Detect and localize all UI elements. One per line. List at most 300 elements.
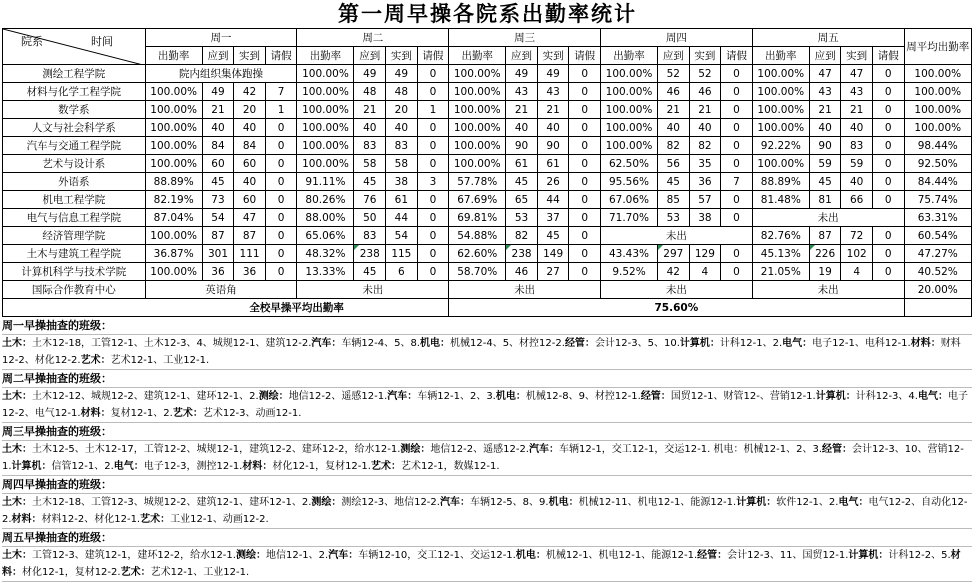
count-cell: 45 <box>658 173 690 191</box>
count-cell: 0 <box>265 137 297 155</box>
count-cell: 0 <box>721 155 753 173</box>
rate-cell: 100.00% <box>600 65 657 83</box>
count-cell: 84 <box>234 137 266 155</box>
header-row-days <box>3 29 972 47</box>
count-cell: 0 <box>569 227 601 245</box>
note-dept-key: 艺术： <box>80 355 111 366</box>
count-cell: 4 <box>689 263 721 281</box>
count-cell: 7 <box>721 173 753 191</box>
note-dept-key: 机电： <box>515 550 546 561</box>
count-cell: 58 <box>354 155 386 173</box>
note-dept-key: 经管： <box>697 550 728 561</box>
count-cell: 57 <box>689 191 721 209</box>
count-cell: 0 <box>721 119 753 137</box>
count-cell: 54 <box>202 209 234 227</box>
count-cell: 19 <box>809 263 841 281</box>
note-class-list: 会计12-3、11、国贸12-1. <box>727 550 849 561</box>
count-cell: 40 <box>202 119 234 137</box>
rate-cell: 92.22% <box>752 137 809 155</box>
rate-cell: 54.88% <box>449 227 506 245</box>
note-dept-key: 汽车： <box>439 497 470 508</box>
rate-cell: 100.00% <box>145 83 202 101</box>
count-cell: 20 <box>234 101 266 119</box>
note-dept-key: 计算机： <box>679 338 720 349</box>
count-cell: 0 <box>265 119 297 137</box>
merged-cell: 未出 <box>600 281 752 299</box>
count-cell: 40 <box>354 119 386 137</box>
count-cell: 21 <box>689 101 721 119</box>
count-cell: 0 <box>872 119 904 137</box>
count-cell: 0 <box>417 191 449 209</box>
note-class-list: 机械12-11、机电12-1、能源12-1. <box>578 497 737 508</box>
note-dept-key: 汽车： <box>311 338 342 349</box>
count-cell: 0 <box>569 101 601 119</box>
note-dept-key: 计算机： <box>736 497 777 508</box>
dept-name: 电气与信息工程学院 <box>3 209 146 227</box>
count-cell: 0 <box>569 173 601 191</box>
count-cell: 0 <box>872 263 904 281</box>
sub-header: 实到 <box>841 47 873 65</box>
rate-cell: 100.00% <box>449 65 506 83</box>
count-cell: 50 <box>354 209 386 227</box>
count-cell: 37 <box>537 209 569 227</box>
count-cell: 87 <box>809 227 841 245</box>
note-dept-key: 测绘： <box>258 391 289 402</box>
note-dept-key: 材料： <box>910 338 941 349</box>
sub-header: 出勤率 <box>297 47 354 65</box>
count-cell: 76 <box>354 191 386 209</box>
rate-cell: 100.00% <box>297 65 354 83</box>
sub-header: 应到 <box>809 47 841 65</box>
count-cell: 47 <box>809 65 841 83</box>
count-cell: 0 <box>265 245 297 263</box>
count-cell: 61 <box>506 155 538 173</box>
note-class-list: 艺术12-1、工业12-1. <box>150 567 250 578</box>
count-cell: 73 <box>202 191 234 209</box>
sub-header: 出勤率 <box>449 47 506 65</box>
rate-cell: 81.48% <box>752 191 809 209</box>
count-cell: 36 <box>202 263 234 281</box>
count-cell: 40 <box>809 119 841 137</box>
note-body <box>2 441 972 475</box>
sub-header: 请假 <box>872 47 904 65</box>
note-class-list: 工业12-1、动画12-2. <box>170 514 269 525</box>
rate-cell: 100.00% <box>145 101 202 119</box>
sub-header: 出勤率 <box>145 47 202 65</box>
count-cell: 21 <box>354 101 386 119</box>
count-cell: 38 <box>386 173 418 191</box>
count-cell: 83 <box>841 137 873 155</box>
note-dept-key: 电气： <box>782 338 813 349</box>
count-cell: 0 <box>569 65 601 83</box>
count-cell: 49 <box>202 83 234 101</box>
count-cell: 0 <box>569 263 601 281</box>
rate-cell: 100.00% <box>600 83 657 101</box>
count-cell: 82 <box>506 227 538 245</box>
note-dept-key: 经管： <box>564 338 595 349</box>
merged-cell: 未出 <box>600 227 752 245</box>
note-class-list: 土木12-12、城规12-2、建筑12-1、建环12-1、2. <box>32 391 259 402</box>
note-class-list: 电气12-2、自动化12-2. <box>2 497 968 525</box>
count-cell: 49 <box>506 65 538 83</box>
note-dept-key: 测绘： <box>311 497 342 508</box>
weekly-avg-cell: 98.44% <box>904 137 971 155</box>
note-block <box>2 529 972 582</box>
note-block <box>2 370 972 423</box>
count-cell: 49 <box>354 65 386 83</box>
count-cell: 0 <box>721 101 753 119</box>
note-dept-key: 土木： <box>2 550 32 561</box>
blank-cell <box>3 299 146 317</box>
note-dept-key: 艺术： <box>172 408 203 419</box>
rate-cell: 100.00% <box>752 119 809 137</box>
rate-cell: 67.69% <box>449 191 506 209</box>
dept-name: 经济管理学院 <box>3 227 146 245</box>
note-dept-key: 电气： <box>917 391 948 402</box>
count-cell: 46 <box>658 83 690 101</box>
note-dept-key: 电气： <box>838 497 869 508</box>
count-cell: 40 <box>234 173 266 191</box>
note-dept-key: 经管： <box>822 444 853 455</box>
rate-cell: 87.04% <box>145 209 202 227</box>
note-class-list: 国贸12-1、财管12-、营销12-1. <box>670 391 816 402</box>
note-dept-key: 计算机： <box>815 391 856 402</box>
weekly-avg-cell: 40.52% <box>904 263 971 281</box>
count-cell: 48 <box>386 83 418 101</box>
count-cell: 115 <box>386 245 418 263</box>
weekly-avg-cell: 84.44% <box>904 173 971 191</box>
count-cell: 26 <box>537 173 569 191</box>
note-dept-key: 材料： <box>80 408 111 419</box>
count-cell: 46 <box>506 263 538 281</box>
count-cell: 38 <box>689 209 721 227</box>
count-cell: 42 <box>658 263 690 281</box>
note-heading: 周二早操抽查的班级： <box>2 370 972 388</box>
count-cell: 44 <box>537 191 569 209</box>
count-cell: 85 <box>658 191 690 209</box>
sub-header: 实到 <box>386 47 418 65</box>
note-class-list: 车辆12-1，交工12-1，交运12-1. 机电：机械12-1、2、3. <box>559 444 823 455</box>
note-body <box>2 335 972 369</box>
count-cell: 59 <box>841 155 873 173</box>
count-cell: 84 <box>202 137 234 155</box>
dept-name: 艺术与设计系 <box>3 155 146 173</box>
count-cell: 20 <box>386 101 418 119</box>
note-class-list: 车辆12-10，交工12-1、交运12-1. <box>358 550 516 561</box>
count-cell: 54 <box>386 227 418 245</box>
rate-cell: 80.26% <box>297 191 354 209</box>
sub-header: 应到 <box>506 47 538 65</box>
count-cell: 48 <box>354 83 386 101</box>
count-cell: 0 <box>417 119 449 137</box>
note-class-list: 工管12-3、建筑12-1，建环12-2，给水12-1. <box>32 550 236 561</box>
count-cell: 21 <box>841 101 873 119</box>
count-cell: 0 <box>417 209 449 227</box>
rate-cell: 71.70% <box>600 209 657 227</box>
day-header: 周一 <box>145 29 297 47</box>
count-cell: 83 <box>354 227 386 245</box>
count-cell: 40 <box>506 119 538 137</box>
count-cell: 0 <box>569 209 601 227</box>
rate-cell: 21.05% <box>752 263 809 281</box>
sub-header: 请假 <box>265 47 297 65</box>
rate-cell: 67.06% <box>600 191 657 209</box>
count-cell: 46 <box>689 83 721 101</box>
count-cell: 47 <box>841 65 873 83</box>
weekly-avg-cell: 63.31% <box>904 209 971 227</box>
note-class-list: 机械12-1、机电12-1、能源12-1. <box>545 550 698 561</box>
table-row <box>3 65 972 83</box>
rate-cell: 100.00% <box>600 119 657 137</box>
count-cell: 0 <box>417 155 449 173</box>
count-cell: 0 <box>872 173 904 191</box>
note-dept-key: 电气： <box>113 461 144 472</box>
count-cell: 21 <box>658 101 690 119</box>
note-dept-key: 测绘： <box>235 550 266 561</box>
day-header: 周五 <box>752 29 904 47</box>
count-cell: 90 <box>506 137 538 155</box>
sub-header: 出勤率 <box>752 47 809 65</box>
rate-cell: 91.11% <box>297 173 354 191</box>
table-row <box>3 245 972 263</box>
rate-cell: 9.52% <box>600 263 657 281</box>
note-dept-key: 土木： <box>2 497 32 508</box>
rate-cell: 82.76% <box>752 227 809 245</box>
count-cell: 0 <box>417 65 449 83</box>
count-cell: 238 <box>506 245 538 263</box>
note-class-list: 计科12-1、2. <box>719 338 783 349</box>
day-header: 周二 <box>297 29 449 47</box>
count-cell: 0 <box>721 65 753 83</box>
count-cell: 0 <box>721 245 753 263</box>
count-cell: 111 <box>234 245 266 263</box>
rate-cell: 36.87% <box>145 245 202 263</box>
count-cell: 66 <box>841 191 873 209</box>
count-cell: 36 <box>234 263 266 281</box>
count-cell: 53 <box>658 209 690 227</box>
note-dept-key: 土木： <box>2 444 32 455</box>
weekly-avg-cell: 75.74% <box>904 191 971 209</box>
count-cell: 59 <box>809 155 841 173</box>
count-cell: 21 <box>809 101 841 119</box>
count-cell: 301 <box>202 245 234 263</box>
rate-cell: 100.00% <box>600 101 657 119</box>
note-heading: 周三早操抽查的班级： <box>2 423 972 441</box>
count-cell: 0 <box>417 263 449 281</box>
count-cell: 0 <box>872 137 904 155</box>
merged-cell: 未出 <box>752 281 904 299</box>
table-row <box>3 101 972 119</box>
count-cell: 0 <box>872 245 904 263</box>
count-cell: 58 <box>386 155 418 173</box>
table-row <box>3 137 972 155</box>
note-dept-key: 土木： <box>2 391 32 402</box>
merged-cell: 未出 <box>297 281 449 299</box>
count-cell: 52 <box>689 65 721 83</box>
weekly-avg-cell: 100.00% <box>904 83 971 101</box>
count-cell: 21 <box>537 101 569 119</box>
sub-header: 请假 <box>721 47 753 65</box>
school-avg-value: 75.60% <box>449 299 904 317</box>
note-dept-key: 机电： <box>548 497 579 508</box>
rate-cell: 65.06% <box>297 227 354 245</box>
note-heading: 周四早操抽查的班级： <box>2 476 972 494</box>
count-cell: 0 <box>569 137 601 155</box>
note-class-list: 复材12-1、2. <box>110 408 173 419</box>
count-cell: 60 <box>234 155 266 173</box>
rate-cell: 45.13% <box>752 245 809 263</box>
count-cell: 4 <box>841 263 873 281</box>
rate-cell: 100.00% <box>145 119 202 137</box>
count-cell: 21 <box>202 101 234 119</box>
dept-name: 机电工程学院 <box>3 191 146 209</box>
rate-cell: 57.78% <box>449 173 506 191</box>
count-cell: 40 <box>841 119 873 137</box>
dept-name: 人文与社会科学系 <box>3 119 146 137</box>
count-cell: 47 <box>234 209 266 227</box>
count-cell: 1 <box>417 101 449 119</box>
rate-cell: 48.32% <box>297 245 354 263</box>
weekly-avg-cell: 20.00% <box>904 281 971 299</box>
count-cell: 0 <box>872 83 904 101</box>
count-cell: 36 <box>689 173 721 191</box>
rate-cell: 100.00% <box>752 101 809 119</box>
note-class-list: 电子12-3，测控12-1. <box>143 461 243 472</box>
count-cell: 1 <box>265 101 297 119</box>
rate-cell: 95.56% <box>600 173 657 191</box>
count-cell: 0 <box>721 83 753 101</box>
rate-cell: 58.70% <box>449 263 506 281</box>
note-class-list: 土木12-18，工管12-1、土木12-3、4、城规12-1、建筑12-2. <box>32 338 312 349</box>
count-cell: 49 <box>537 65 569 83</box>
rate-cell: 100.00% <box>297 137 354 155</box>
note-dept-key: 材料： <box>242 461 273 472</box>
page-title: 第一周早操各院系出勤率统计 <box>338 1 637 26</box>
count-cell: 45 <box>202 173 234 191</box>
rate-cell: 62.60% <box>449 245 506 263</box>
count-cell: 42 <box>234 83 266 101</box>
note-class-list: 地信12-2、遥感12-1. <box>288 391 388 402</box>
note-dept-key: 经管： <box>640 391 671 402</box>
note-dept-key: 材料： <box>11 514 42 525</box>
count-cell: 35 <box>689 155 721 173</box>
note-dept-key: 土木： <box>2 338 32 349</box>
note-dept-key: 机电： <box>420 338 450 349</box>
note-dept-key: 汽车： <box>387 391 418 402</box>
merged-cell: 英语角 <box>145 281 297 299</box>
count-cell: 0 <box>872 227 904 245</box>
count-cell: 72 <box>841 227 873 245</box>
rate-cell: 100.00% <box>752 83 809 101</box>
school-avg-label: 全校早操平均出勤率 <box>145 299 449 317</box>
dept-name: 材料与化学工程学院 <box>3 83 146 101</box>
rate-cell: 100.00% <box>145 137 202 155</box>
count-cell: 44 <box>386 209 418 227</box>
rate-cell: 69.81% <box>449 209 506 227</box>
count-cell: 52 <box>658 65 690 83</box>
count-cell: 0 <box>265 263 297 281</box>
note-class-list: 会计12-3、10、营销12-1. <box>2 444 964 472</box>
note-class-list: 车辆12-4、5、8. <box>341 338 420 349</box>
count-cell: 61 <box>537 155 569 173</box>
sub-header: 实到 <box>234 47 266 65</box>
rate-cell: 100.00% <box>449 119 506 137</box>
count-cell: 0 <box>569 191 601 209</box>
note-dept-key: 艺术： <box>120 567 151 578</box>
sub-header: 出勤率 <box>600 47 657 65</box>
rate-cell: 13.33% <box>297 263 354 281</box>
count-cell: 102 <box>841 245 873 263</box>
day-header: 周四 <box>600 29 752 47</box>
count-cell: 40 <box>234 119 266 137</box>
note-class-list: 软件12-1、2. <box>776 497 839 508</box>
sub-header: 应到 <box>202 47 234 65</box>
sub-header: 实到 <box>689 47 721 65</box>
rate-cell: 82.19% <box>145 191 202 209</box>
count-cell: 0 <box>721 137 753 155</box>
merged-cell: 未出 <box>752 209 904 227</box>
count-cell: 40 <box>658 119 690 137</box>
sub-header: 请假 <box>417 47 449 65</box>
corner-dept-label: 院系 <box>21 35 43 48</box>
weekly-avg-cell: 100.00% <box>904 101 971 119</box>
count-cell: 90 <box>537 137 569 155</box>
note-dept-key: 艺术： <box>370 461 401 472</box>
note-class-list: 艺术12-3、动画12-1. <box>202 408 302 419</box>
rate-cell: 88.00% <box>297 209 354 227</box>
rate-cell: 100.00% <box>752 65 809 83</box>
note-class-list: 车辆12-1、2、3. <box>417 391 496 402</box>
note-body <box>2 547 972 581</box>
note-dept-key: 计算机： <box>11 461 52 472</box>
table-row <box>3 155 972 173</box>
note-dept-key: 计算机： <box>848 550 889 561</box>
note-body <box>2 494 972 528</box>
count-cell: 149 <box>537 245 569 263</box>
count-cell: 27 <box>537 263 569 281</box>
merged-cell: 院内组织集体跑操 <box>145 65 297 83</box>
note-block <box>2 423 972 476</box>
weekly-avg-cell: 92.50% <box>904 155 971 173</box>
count-cell: 0 <box>721 263 753 281</box>
spot-check-notes <box>2 317 972 582</box>
note-heading: 周五早操抽查的班级： <box>2 529 972 547</box>
count-cell: 0 <box>721 209 753 227</box>
rate-cell: 100.00% <box>297 155 354 173</box>
count-cell: 90 <box>809 137 841 155</box>
note-class-list: 财料12-2、材化12-2. <box>2 338 961 366</box>
school-avg-row <box>3 299 972 317</box>
count-cell: 82 <box>689 137 721 155</box>
rate-cell: 100.00% <box>145 227 202 245</box>
dept-name: 国际合作教育中心 <box>3 281 146 299</box>
note-dept-key: 测绘： <box>400 444 431 455</box>
table-row <box>3 227 972 245</box>
count-cell: 40 <box>537 119 569 137</box>
count-cell: 43 <box>841 83 873 101</box>
count-cell: 83 <box>386 137 418 155</box>
count-cell: 0 <box>569 155 601 173</box>
rate-cell: 100.00% <box>449 101 506 119</box>
weekly-avg-cell: 100.00% <box>904 119 971 137</box>
count-cell: 45 <box>537 227 569 245</box>
note-class-list: 测绘12-3、地信12-2. <box>341 497 440 508</box>
count-cell: 53 <box>506 209 538 227</box>
table-row <box>3 191 972 209</box>
note-class-list: 土木12-5、土木12-17，工管12-2、城规12-1，建筑12-2、建环12-2，给水12-1. <box>32 444 401 455</box>
note-class-list: 地信12-1、2. <box>265 550 329 561</box>
note-dept-key: 艺术： <box>140 514 171 525</box>
